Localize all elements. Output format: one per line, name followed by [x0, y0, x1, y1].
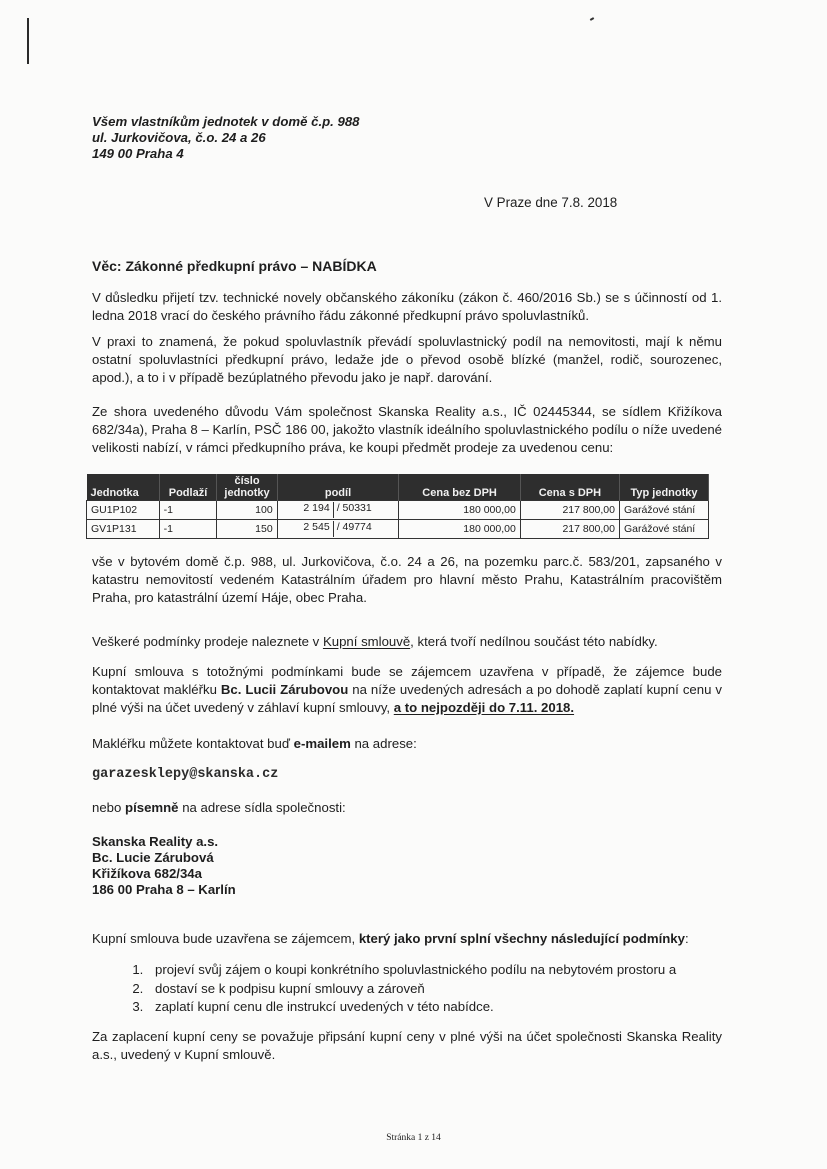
- paragraph-meaning: [92, 333, 722, 387]
- paragraph-text: Ze shora uvedeného důvodu Vám společnost Skanska Reality a.s., IČ 02445344, se sídlem Křižíkova 682/34a), Praha 8 – Karlín, PSČ 186 00, jakožto vlastník ideálního spoluvlastnického podílu o níže uvedené velikosti nabízí, v rámci předkupního práva, ke koupi předmět prodeje za uvedenou cenu:: [92, 404, 722, 455]
- text-run: Kupní smlouva bude uzavřena se zájemcem,: [92, 931, 359, 946]
- column-header: Jednotka: [87, 474, 160, 501]
- addressee-block: [92, 114, 360, 162]
- paragraph-text: V důsledku přijetí tzv. technické novely občanského zákoníku (zákon č. 460/2016 Sb.) se s účinností od 1. ledna 2018 vrací do českého právního řádu zákonné předkupní právo spoluvlastníků.: [92, 290, 722, 323]
- units-table: [86, 474, 709, 539]
- letter-subject: Věc: Zákonné předkupní právo – NABÍDKA: [92, 258, 377, 274]
- share-numerator: 2 545: [282, 521, 334, 537]
- cell-price-gross: 217 800,00: [520, 501, 619, 520]
- cell-floor: -1: [159, 520, 217, 539]
- cell-type: Garážové stání: [620, 501, 709, 520]
- company-line-1: Skanska Reality a.s.: [92, 834, 219, 849]
- text-run: Makléřku můžete kontaktovat buď: [92, 736, 294, 751]
- table-row: [87, 501, 709, 520]
- paragraph-contract-conditions: [92, 930, 722, 948]
- text-run: :: [684, 931, 689, 946]
- addressee-line-1: Všem vlastníkům jednotek v domě č.p. 988: [92, 114, 360, 129]
- letter-date: V Praze dne 7.8. 2018: [484, 195, 618, 210]
- text-run: nebo: [92, 800, 126, 815]
- text-run: na níže uvedených adresách a po dohodě zaplatí kupní cenu v plné výši na účet uvedený v záhlaví kupní smlouvy,: [92, 682, 722, 715]
- text-run-bold: písemně: [125, 800, 179, 815]
- cell-type: Garážové stání: [620, 520, 709, 539]
- cell-share: [277, 520, 399, 539]
- table-header-row: [87, 474, 709, 501]
- column-header: Cena bez DPH: [399, 474, 521, 501]
- scan-margin-mark: [27, 18, 29, 64]
- broker-name: Bc. Lucii Zárubovou: [220, 682, 349, 697]
- cell-floor: -1: [159, 501, 217, 520]
- paragraph-contact-email: [92, 735, 722, 753]
- company-address: [92, 834, 236, 898]
- contact-email-link[interactable]: garazesklepy@skanska.cz: [92, 767, 279, 782]
- share-denominator: / 50331: [336, 502, 372, 514]
- cell-number: 150: [217, 520, 277, 539]
- paragraph-offer: [92, 403, 722, 457]
- text-run: na adrese sídla společnosti:: [178, 800, 346, 815]
- cell-price-net: 180 000,00: [399, 501, 521, 520]
- share-numerator: 2 194: [282, 502, 334, 518]
- paragraph-text: vše v bytovém domě č.p. 988, ul. Jurkovičova, č.o. 24 a 26, na pozemku parc.č. 583/201, zapsaného v katastru nemovitostí vedeném Katastrálním úřadem pro hlavní město Prahu, Katastrálním pracovištěm Praha, pro katastrální území Háje, obec Praha.: [92, 554, 722, 605]
- share-denominator: / 49774: [336, 521, 372, 533]
- list-item: 2. dostaví se k podpisu kupní smlouvy a zároveň: [147, 980, 777, 999]
- column-header: Cena s DPH: [520, 474, 619, 501]
- column-header: číslo jednotky: [217, 474, 277, 501]
- text-run: na adrese:: [350, 736, 417, 751]
- paragraph-payment: [92, 1028, 722, 1064]
- scan-speck: [590, 17, 594, 21]
- text-run-bold: který jako první splní všechny následující podmínky: [358, 931, 685, 946]
- cell-price-gross: 217 800,00: [520, 520, 619, 539]
- text-run: Veškeré podmínky prodeje naleznete v: [92, 634, 323, 649]
- table-row: [87, 520, 709, 539]
- company-line-2: Bc. Lucie Zárubová: [92, 850, 214, 865]
- column-header: Podlaží: [159, 474, 217, 501]
- paragraph-text: Za zaplacení kupní ceny se považuje připsání kupní ceny v plné výši na účet společnosti Skanska Reality a.s., uvedený v Kupní smlouvě.: [92, 1029, 722, 1062]
- page-footer: Stránka 1 z 14: [386, 1133, 441, 1143]
- company-line-4: 186 00 Praha 8 – Karlín: [92, 882, 236, 897]
- paragraph-property: [92, 553, 722, 607]
- paragraph-conditions-ref: [92, 633, 722, 651]
- text-run: , která tvoří nedílnou součást této nabídky.: [410, 634, 658, 649]
- cell-unit: GV1P131: [87, 520, 160, 539]
- conditions-list: [92, 961, 777, 1017]
- paragraph-contact-post: [92, 799, 722, 817]
- paragraph-contract-terms: [92, 663, 722, 717]
- text-run: Kupní smlouva s totožnými podmínkami bude se zájemcem uzavřena v případě, že zájemce bude kontaktovat makléřku: [92, 664, 722, 697]
- deadline-text: a to nejpozději do 7.11. 2018.: [393, 700, 575, 715]
- company-line-3: Křižíkova 682/34a: [92, 866, 202, 881]
- cell-unit: GU1P102: [87, 501, 160, 520]
- list-item: 1. projeví svůj zájem o koupi konkrétního spoluvlastnického podílu na nebytovém prostoru a: [147, 961, 777, 980]
- addressee-line-3: 149 00 Praha 4: [92, 146, 184, 161]
- column-header: Typ jednotky: [620, 474, 709, 501]
- paragraph-text: V praxi to znamená, že pokud spoluvlastník převádí spoluvlastnický podíl na nemovitosti, mají k němu ostatní spoluvlastníci předkupní právo, ledaže jde o převod osobě blízké (manžel, rodič, sourozenec, apod.), a to i v případě bezúplatného převodu jako je např. darování.: [92, 334, 722, 385]
- cell-share: [277, 501, 399, 520]
- column-header: podíl: [277, 474, 399, 501]
- list-item: 3. zaplatí kupní cenu dle instrukcí uvedených v této nabídce.: [147, 998, 777, 1017]
- cell-price-net: 180 000,00: [399, 520, 521, 539]
- purchase-contract-link[interactable]: Kupní smlouvě: [322, 634, 411, 649]
- addressee-line-2: ul. Jurkovičova, č.o. 24 a 26: [92, 130, 266, 145]
- cell-number: 100: [217, 501, 277, 520]
- paragraph-legal-change: [92, 289, 722, 325]
- text-run-bold: e-mailem: [293, 736, 351, 751]
